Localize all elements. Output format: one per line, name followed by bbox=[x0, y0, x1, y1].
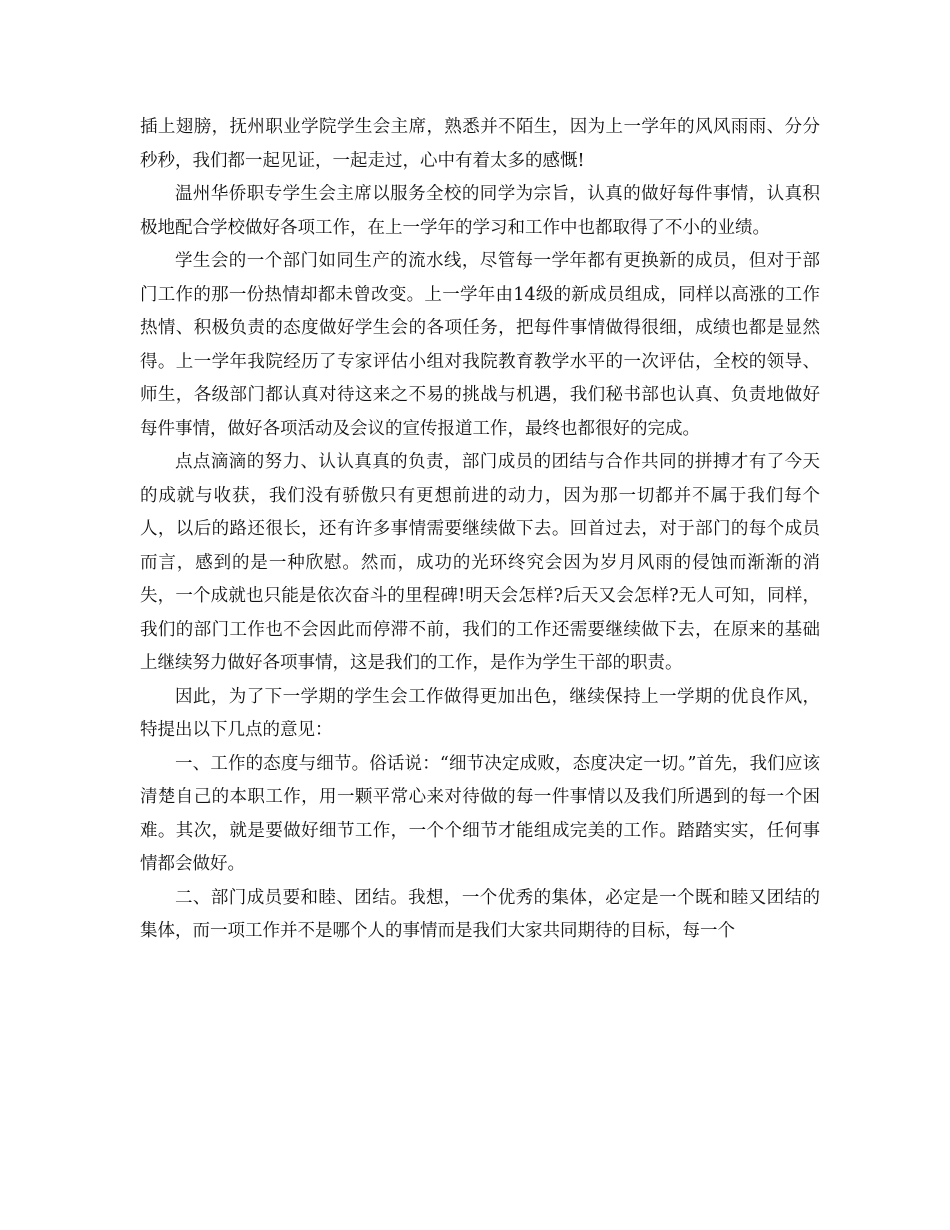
paragraph-5: 因此，为了下一学期的学生会工作做得更加出色，继续保持上一学期的优良作风，特提出以下几点的意见： bbox=[140, 686, 820, 740]
paragraph-7: 二、部门成员要和睦、团结。我想，一个优秀的集体，必定是一个既和睦又团结的集体，而一项工作并不是哪个人的事情而是我们大家共同期待的目标，每一个 bbox=[140, 887, 820, 941]
paragraph-6: 一、工作的态度与细节。俗话说：“细节决定成败，态度决定一切。”首先，我们应该清楚自己的本职工作，用一颗平常心来对待做的每一件事情以及我们所遇到的每一个困难。其次，就是要做好细节工作，一个个细节才能组成完美的工作。踏踏实实，任何事情都会做好。 bbox=[140, 753, 820, 874]
paragraph-4: 点点滴滴的努力、认认真真的负责，部门成员的团结与合作共同的拼搏才有了今天的成就与收获，我们没有骄傲只有更想前进的动力，因为那一切都并不属于我们每个人，以后的路还很长，还有许多事情需要继续做下去。回首过去，对于部门的每个成员而言，感到的是一种欣慰。然而，成功的光环终究会因为岁月风雨的侵蚀而渐渐的消失，一个成就也只能是依次奋斗的里程碑!明天会怎样?后天又会怎样?无人可知，同样，我们的部门工作也不会因此而停滞不前，我们的工作还需要继续做下去，在原来的基础上继续努力做好各项事情，这是我们的工作，是作为学生干部的职责。 bbox=[140, 452, 820, 673]
paragraph-1: 插上翅膀，抚州职业学院学生会主席，熟悉并不陌生，因为上一学年的风风雨雨、分分秒秒，我们都一起见证，一起走过，心中有着太多的感慨! bbox=[140, 117, 820, 171]
paragraph-3: 学生会的一个部门如同生产的流水线，尽管每一学年都有更换新的成员，但对于部门工作的那一份热情却都未曾改变。上一学年由14级的新成员组成，同样以高涨的工作热情、积极负责的态度做好学生会的各项任务，把每件事情做得很细，成绩也都是显然得。上一学年我院经历了专家评估小组对我院教育教学水平的一次评估，全校的领导、师生，各级部门都认真对待这来之不易的挑战与机遇，我们秘书部也认真、负责地做好每件事情，做好各项活动及会议的宣传报道工作，最终也都很好的完成。 bbox=[140, 251, 820, 439]
document-body bbox=[140, 111, 820, 949]
paragraph-2: 温州华侨职专学生会主席以服务全校的同学为宗旨，认真的做好每件事情，认真积极地配合学校做好各项工作，在上一学年的学习和工作中也都取得了不小的业绩。 bbox=[140, 184, 820, 238]
